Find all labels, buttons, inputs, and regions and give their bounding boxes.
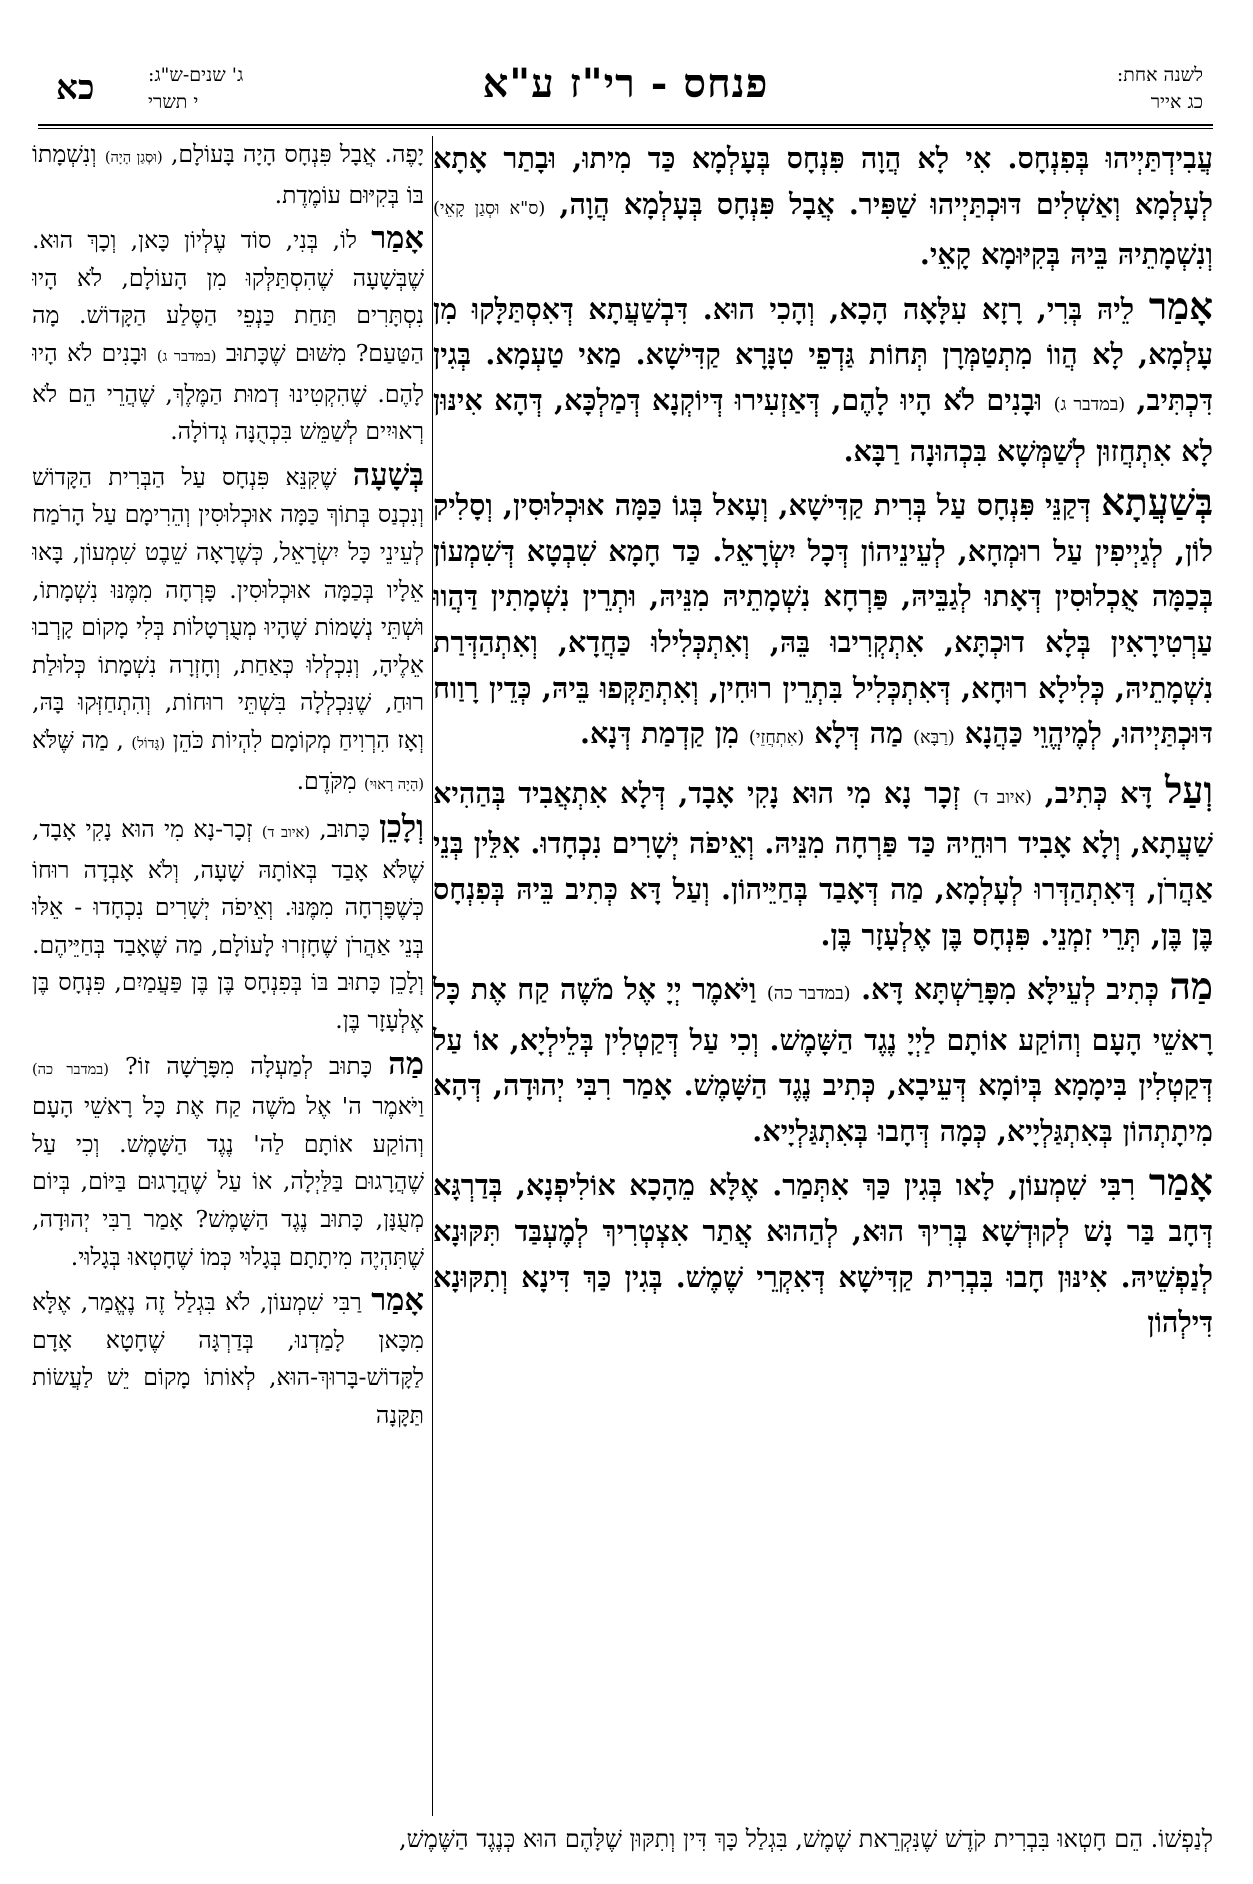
paragraph-lead-word: אָמַר: [1148, 283, 1213, 328]
paragraph-lead-word: מַה: [1169, 964, 1213, 1009]
paragraph-lead-word: בְּשָׁעָה: [352, 456, 424, 493]
one-year-label: לשנה אחת:: [1116, 64, 1203, 86]
source-ref: (רַבָּא): [913, 728, 955, 749]
one-year-date: כג אייר: [1150, 91, 1203, 113]
source-ref: (איוב ד): [972, 787, 1033, 808]
side-paragraph-5: מַה כָּתוּב לְמַעְלָה מִפָּרָשָׁה זוֹ? (במדבר כה) וַיֹּאמֶר ה' אֶל מֹשֶׁה קַח אֶת כָּל רָאשֵׁי הָעָם וְהוֹקַע אוֹתָם לַה' נֶגֶד הַשָּׁמֶשׁ. וְכִי עַל שֶׁהֲרָגוּם בַּלַּיְלָה, אוֹ עַל שֶׁהֲרָגוּם בַּיּוֹם, בְּיוֹם מְעֻנָּן, כָּתוּב נֶגֶד הַשָּׁמֶשׁ? אָמַר רַבִּי יְהוּדָה, שֶׁתִּהְיֶה מִיתָתָם בְּגָלוּי כְּמוֹ שֶׁחָטְאוּ בְּגָלוּי.: [32, 1045, 424, 1271]
source-ref: (ס"א וּסְגַן קָאֵי): [433, 198, 546, 219]
page-title: פנחס - רי"ז ע"א: [482, 60, 769, 107]
header-rule-thin: [38, 128, 1213, 129]
source-ref: (במדבר כה): [32, 1060, 109, 1078]
hebrew-translation-column: [32, 136, 424, 1816]
header-left-info: [148, 62, 243, 116]
source-ref: (במדבר ג): [156, 347, 217, 365]
source-ref: (אִתְחֲזֵי): [748, 728, 805, 749]
source-ref: (הָיָה רָאוּי): [364, 775, 424, 793]
page-number: כא: [56, 68, 95, 108]
source-ref: (איוב ד): [261, 824, 310, 842]
side-paragraph-1: יָפֶה. אֲבָל פִּנְחָס הָיָה בָּעוֹלָם, (וּסְגַן הָיָה) וְנִשְׁמָתוֹ בּוֹ בְּקִיּוּם עוֹמֶדֶת.: [32, 140, 424, 209]
three-year-date: י תשרי: [148, 91, 199, 113]
source-ref: (גָּדוֹל): [131, 734, 166, 752]
paragraph-lead-word: אָמַר: [1148, 1160, 1213, 1205]
paragraph-lead-word: בְּשַׁעֲתָא: [1101, 480, 1213, 525]
paragraph-lead-word: וְלָכֵן: [379, 809, 424, 846]
aramaic-column: [433, 136, 1213, 1816]
main-paragraph-1: עֲבִידְתַּיְיהוּ בְּפִנְחָס. אִי לָא הֲוָה פִּנְחָס בְּעָלְמָא כַּד מִיתוּ, וּבָתַר אָתָא לְעָלְמָא וְאַשְׁלִים דּוּכְתַּיְיהוּ שַׁפִּיר. אֲבָל פִּנְחָס בְּעָלְמָא הֲוָה, (ס"א וּסְגַן קָאֵי) וְנִשְׁמָתֵיהּ בֵּיהּ בְּקִיּוּמָא קָאֵי.: [433, 141, 1213, 272]
source-ref: (במדבר כה): [766, 984, 851, 1005]
column-divider: [432, 136, 433, 1816]
side-paragraph-3: בְּשָׁעָה שֶׁקִּנֵּא פִּנְחָס עַל הַבְּרִית הַקָּדוֹשׁ וְנִכְנַס בְּתוֹךְ כַּמָּה אוּכְלוּסִין וְהֵרִימָם עַל הָרֹמַח לְעֵינֵי כָּל יִשְׂרָאֵל, כְּשֶׁרָאָה שֵׁבֶט שִׁמְעוֹן, בָּאוּ אֵלָיו בְּכַמָּה אוּכְלוּסִין. פָּרְחָה מִמֶּנּוּ נִשְׁמָתוֹ, וּשְׁתֵּי נְשָׁמוֹת שֶׁהָיוּ מְעֻרְטָלוֹת בְּלִי מָקוֹם קָרְבוּ אֵלֶיהָ, וְנִכְלְלוּ כְּאַחַת, וְחָזְרָה נִשְׁמָתוֹ כְּלוּלַת רוּחַ, שֶׁנִּכְלְלָה בִּשְׁתֵּי רוּחוֹת, וְהִתְחַזְּקוּ בָּהּ, וְאָז הִרְוִיחַ מְקוֹמָם לִהְיוֹת כֹּהֵן (גָּדוֹל) , מַה שֶּׁלֹּא (הָיָה רָאוּי) מִקֹּדֶם.: [32, 456, 424, 795]
main-paragraph-2: אָמַר לֵיהּ בְּרִי, רָזָא עִלָּאָה הָכָא, וְהָכִי הוּא. דִּבְשַׁעֲתָא דְּאִסְתַּלָּקוּ מִן עָלְמָא, לָא הֲווֹ מִתְטַמְּרָן תְּחוֹת גַּדְפֵי טִנָּרָא קַדִּישָׁא. מַאי טַעְמָא. בְּגִין דִּכְתִּיב, (במדבר ג) וּבָנִים לֹא הָיוּ לָהֶם, דְּאַזְעִירוּ דְּיוֹקְנָא דְּמַלְכָּא, דְּהָא אִינּוּן לָא אִתְחֲזוּן לְשַׁמְּשָׁא בִּכְהוּנָה רַבָּא.: [433, 283, 1213, 468]
side-paragraph-2: אָמַר לוֹ, בְּנִי, סוֹד עֶלְיוֹן כָּאן, וְכָךְ הוּא. שֶׁבְּשָׁעָה שֶׁהִסְתַּלְּקוּ מִן הָעוֹלָם, לֹא הָיוּ נִסְתָּרִים תַּחַת כַּנְפֵי הַסֶּלַע הַקָּדוֹשׁ. מָה הַטַּעַם? מִשּׁוּם שֶׁכָּתוּב (במדבר ג) וּבָנִים לֹא הָיוּ לָהֶם. שֶׁהִקְטִינוּ דְמוּת הַמֶּלֶךְ, שֶׁהֲרֵי הֵם לֹא רְאוּיִים לְשַׁמֵּשׁ בִּכְהֻנָּה גְדוֹלָה.: [32, 220, 424, 446]
main-paragraph-6: אָמַר רִבִּי שִׁמְעוֹן, לָאו בְּגִין כַּךְ אִתְּמַר. אֶלָּא מֵהָכָא אוֹלִיפְנָא, בְּדַרְגָּא דְּחָב בַּר נָשׁ לְקוּדְשָׁא בְּרִיךְ הוּא, לְהַהוּא אֲתַר אִצְטְרִיךְ לְמֶעְבַּד תִּקּוּנָא לְנַפְשֵׁיהּ. אִינּוּן חָבוּ בִּבְרִית קַדִּישָׁא דְּאִקְרֵי שֶׁמֶשׁ. בְּגִין כַּךְ דִּינָא וְתִקּוּנָא דִּילְהוֹן: [433, 1160, 1213, 1340]
paragraph-lead-word: וְעַל: [1165, 767, 1213, 812]
main-paragraph-5: מַה כְּתִיב לְעֵילָּא מִפָּרַשְׁתָּא דָּא. (במדבר כה) וַיֹּאמֶר יְיָ אֶל מֹשֶׁה קַח אֶת כָּל רָאשֵׁי הָעָם וְהוֹקַע אוֹתָם לַיְיָ נֶגֶד הַשָּׁמֶשׁ. וְכִי עַל דְּקַטְלִין בְּלֵילְיָא, אוֹ עַל דְּקַטְלִין בִּימָמָא בְּיוֹמָא דְּעֵיבָא, כְּתִיב נֶגֶד הַשָּׁמֶשׁ. אָמַר רִבִּי יְהוּדָה, דְּהָא מִיתָתְהוֹן בְּאִתְגַּלְיָיא, כְּמָה דְּחָבוּ בְּאִתְגַּלְיָיא.: [433, 964, 1213, 1148]
paragraph-lead-word: אָמַר: [371, 220, 424, 257]
side-paragraph-6: אָמַר רַבִּי שִׁמְעוֹן, לֹא בִּגְלַל זֶה נֶאֱמַר, אֶלָּא מִכָּאן לָמַדְנוּ, בְּדַרְגָּה שֶׁחָטָא אָדָם לַקָּדוֹשׁ-בָּרוּךְ-הוּא, לְאוֹתוֹ מָקוֹם יֵשׁ לַעֲשׂוֹת תַּקָּנָה: [32, 1282, 424, 1429]
page-header: [38, 54, 1213, 124]
source-ref: (במדבר ג): [1053, 394, 1126, 415]
three-year-label: ג' שנים-ש"ג:: [148, 64, 244, 86]
main-paragraph-3: בְּשַׁעֲתָא דְּקַנֵּי פִּנְחָס עַל בְּרִית קַדִּישָׁא, וְעָאל בְּגוֹ כַּמָּה אוּכְלוּסִין, וְסָלִיק לוֹן, לְגַיְיפִין עַל רוּמְחָא, לְעֵינֵיהוֹן דְּכָל יִשְׂרָאֵל. כַּד חָמָא שִׁבְטָא דְּשִׁמְעוֹן בְּכַמָּה אֻכְלוּסִין דְּאָתוּ לְגַבֵּיהּ, פַּרְחָא נִשְׁמָתֵיהּ מִנֵּיהּ, וּתְרֵין נִשְׁמָתִין דַּהֲווּ עַרְטִירָאִין בְּלָא דוּכְתָּא, אִתְקְרִיבוּ בֵּהּ, וְאִתְכְּלִילוּ כַּחֲדָא, וְאִתְהַדְּרַת נִשְׁמָתֵיהּ, כְּלִילָא רוּחָא, דְּאִתְכְּלִיל בִּתְרֵין רוּחִין, וְאִתְתַּקְּפוּ בֵּיהּ, כְּדֵין רָוַוח דּוּכְתַּיְיהוּ, לְמֶיהֱוֵי כַּהֲנָא (רַבָּא) מַה דְּלָא (אִתְחֲזֵי) מִן קַדְמַת דְּנָא.: [433, 480, 1213, 751]
source-ref: (וּסְגַן הָיָה): [104, 149, 163, 166]
paragraph-lead-word: מַה: [388, 1045, 424, 1082]
side-paragraph-4: וְלָכֵן כָּתוּב, (איוב ד) זְכָר-נָא מִי הוּא נָקִי אָבָד, שֶׁלֹּא אָבַד בְּאוֹתָהּ שָׁעָה, וְלֹא אָבְדָה רוּחוֹ כְּשֶׁפָּרְחָה מִמֶּנּוּ. וְאֵיפֹה יְשָׁרִים נִכְחָדוּ - אֵלּוּ בְּנֵי אַהֲרֹן שֶׁחָזְרוּ לָעוֹלָם, מַה שֶּׁאָבַד בְּחַיֵּיהֶם. וְלָכֵן כָּתוּב בּוֹ בְּפִנְחָס בֶּן בֶּן פַּעֲמַיִם, פִּנְחָס בֶּן אֶלְעָזָר בֶּן.: [32, 809, 424, 1035]
header-rule: [38, 124, 1213, 126]
main-paragraph-4: וְעַל דָּא כְּתִיב, (איוב ד) זְכָר נָא מִי הוּא נָקִי אָבָד, דְּלָא אִתְאֲבִיד בְּהַהִיא שַׁעֲתָא, וְלָא אָבִיד רוּחֵיהּ כַּד פַּרְחָה מִנֵּיהּ. וְאֵיפֹה יְשָׁרִים נִכְחָדוּ. אִלֵּין בְּנֵי אַהֲרֹן, דְּאִתְהַדְּרוּ לְעָלְמָא, מַה דְּאָבַד בְּחַיֵּיהוֹן. וְעַל דָּא כְּתִיב בֵּיהּ בְּפִנְחָס בֶּן בֶּן, תְּרֵי זִמְנֵי. פִּנְחָס בֶּן אֶלְעָזָר בֶּן.: [433, 767, 1213, 952]
footer-continuation: לְנַפְשׁוֹ. הֵם חָטְאוּ בִּבְרִית קֹדֶשׁ שֶׁנִּקְרֵאת שֶׁמֶשׁ, בִּגְלַל כָּךְ דִּין וְתִקּוּן שֶׁלָּהֶם הוּא כְּנֶגֶד הַשֶּׁמֶשׁ,: [398, 1825, 1213, 1853]
paragraph-lead-word: אָמַר: [371, 1282, 424, 1319]
